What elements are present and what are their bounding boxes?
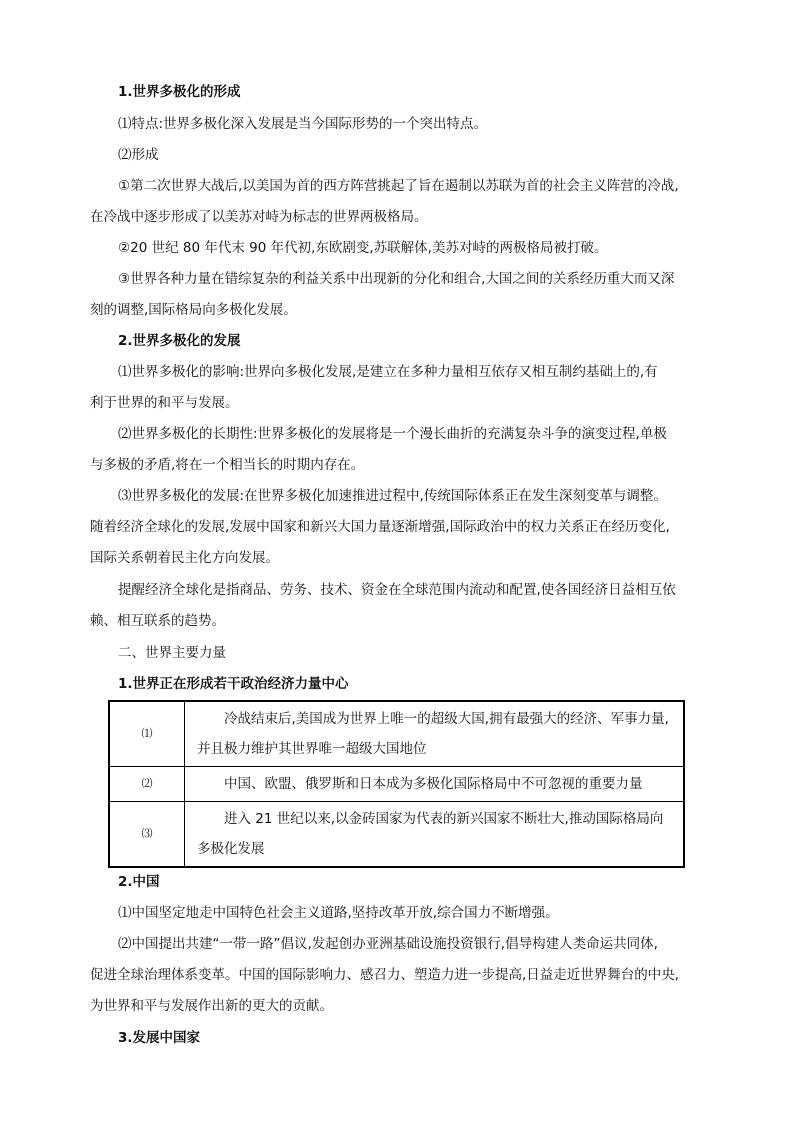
paragraph: 与多极的矛盾,将在一个相当长的时期内存在。 bbox=[90, 457, 365, 473]
paragraph: ⑴特点:世界多极化深入发展是当今国际形势的一个突出特点。 bbox=[118, 116, 488, 132]
paragraph: ①第二次世界大战后,以美国为首的西方阵营挑起了旨在遏制以苏联为首的社会主义阵营的冷战, bbox=[118, 178, 679, 194]
part-2-section-1-title: 1.世界正在形成若干政治经济力量中心 bbox=[118, 676, 349, 692]
row-number: ⑵ bbox=[109, 767, 185, 802]
paragraph: ⑶世界多极化的发展:在世界多极化加速推进过程中,传统国际体系正在发生深刻变革与调整。 bbox=[118, 488, 667, 504]
paragraph: ②20 世纪 80 年代末 90 年代初,东欧剧变,苏联解体,美苏对峙的两极格局被打破。 bbox=[118, 240, 608, 256]
row-text: 进入 21 世纪以来,以金砖国家为代表的新兴国家不断壮大,推动国际格局向多极化发展 bbox=[185, 802, 685, 868]
tip-paragraph: 提醒经济全球化是指商品、劳务、技术、资金在全球范围内流动和配置,使各国经济日益相互依 bbox=[118, 582, 676, 598]
paragraph: ⑵世界多极化的长期性:世界多极化的发展将是一个漫长曲折的充满复杂斗争的演变过程,单极 bbox=[118, 426, 667, 442]
row-number: ⑶ bbox=[109, 802, 185, 868]
power-centers-table bbox=[108, 700, 685, 868]
tip-paragraph: 赖、相互联系的趋势。 bbox=[90, 613, 225, 629]
paragraph: 国际关系朝着民主化方向发展。 bbox=[90, 550, 279, 566]
paragraph: ⑵形成 bbox=[118, 147, 159, 163]
part-2-section-3-title: 3.发展中国家 bbox=[118, 1030, 201, 1046]
paragraph: 为世界和平与发展作出新的更大的贡献。 bbox=[90, 998, 333, 1014]
part-2-title: 二、世界主要力量 bbox=[118, 645, 226, 661]
section-1-title: 1.世界多极化的形成 bbox=[118, 84, 241, 100]
paragraph: 刻的调整,国际格局向多极化发展。 bbox=[90, 302, 297, 318]
paragraph: 利于世界的和平与发展。 bbox=[90, 395, 239, 411]
section-2-title: 2.世界多极化的发展 bbox=[118, 333, 241, 349]
paragraph: 促进全球治理体系变革。中国的国际影响力、感召力、塑造力进一步提高,日益走近世界舞台的中央, bbox=[90, 967, 680, 983]
paragraph: ⑴世界多极化的影响:世界向多极化发展,是建立在多种力量相互依存又相互制约基础上的,有 bbox=[118, 364, 658, 380]
paragraph: ③世界各种力量在错综复杂的利益关系中出现新的分化和组合,大国之间的关系经历重大而又深 bbox=[118, 271, 675, 287]
table-row bbox=[109, 802, 684, 868]
paragraph: 在冷战中逐步形成了以美苏对峙为标志的世界两极格局。 bbox=[90, 209, 428, 225]
row-text: 冷战结束后,美国成为世界上唯一的超级大国,拥有最强大的经济、军事力量,并且极力维护其世界唯一超级大国地位 bbox=[185, 701, 685, 767]
paragraph: ⑴中国坚定地走中国特色社会主义道路,坚持改革开放,综合国力不断增强。 bbox=[118, 905, 559, 921]
table-row bbox=[109, 767, 684, 802]
paragraph: ⑵中国提出共建“一带一路”倡议,发起创办亚洲基础设施投资银行,倡导构建人类命运共同体, bbox=[118, 936, 658, 952]
row-text: 中国、欧盟、俄罗斯和日本成为多极化国际格局中不可忽视的重要力量 bbox=[185, 767, 685, 802]
table-row bbox=[109, 701, 684, 767]
row-number: ⑴ bbox=[109, 701, 185, 767]
part-2-section-2-title: 2.中国 bbox=[118, 874, 160, 890]
paragraph: 随着经济全球化的发展,发展中国家和新兴大国力量逐渐增强,国际政治中的权力关系正在经历变化, bbox=[90, 519, 670, 535]
